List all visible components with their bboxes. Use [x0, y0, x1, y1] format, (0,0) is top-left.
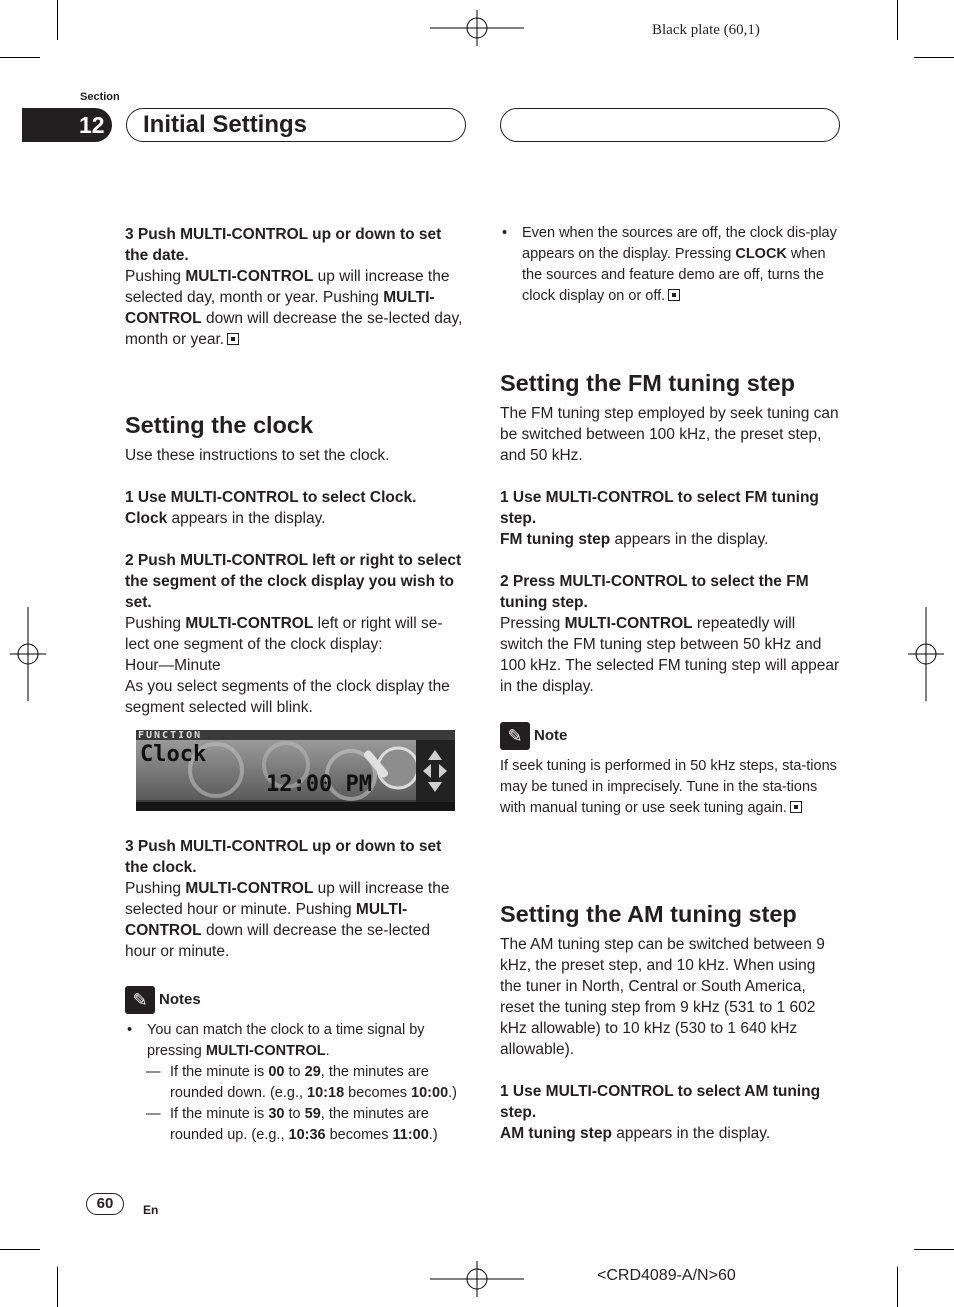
clock-step-2-title: 2 Push MULTI-CONTROL left or right to select the segment of the clock display you wish to set. [125, 552, 462, 611]
fm-heading: Setting the FM tuning step [500, 370, 796, 396]
fm-step-1-title: 1 Use MULTI-CONTROL to select FM tuning step. [500, 489, 819, 527]
am-step-1-body: AM tuning step appears in the display. [500, 1125, 771, 1142]
end-of-section-mark [227, 333, 239, 345]
clock-heading: Setting the clock [125, 412, 314, 438]
step-3-date-body: Pushing MULTI-CONTROL up will increase the selected day, month or year. Pushing MULTI-CONTROL down will decrease the se-lected day, month or year. [125, 268, 463, 348]
note-dash-1: — If the minute is 00 to 29, the minutes are rounded down. (e.g., 10:18 becomes 10:00.) [125, 1062, 465, 1104]
clock-step-2-segments: Hour—Minute [125, 657, 221, 674]
right-top-bullet [500, 223, 840, 307]
left-column [125, 224, 465, 350]
section-title-frame-right [500, 108, 840, 142]
notes-label: Notes [159, 990, 201, 1008]
am-step-1-title: 1 Use MULTI-CONTROL to select AM tuning step. [500, 1083, 821, 1121]
fm-step-1-body: FM tuning step appears in the display. [500, 531, 769, 548]
registration-mark-bottom [430, 1259, 524, 1299]
display-time: 12:00 PM [266, 772, 372, 797]
section-title: Initial Settings [126, 108, 466, 142]
language-label: En [143, 1203, 159, 1217]
note-dash-2: — If the minute is 30 to 59, the minutes are rounded up. (e.g., 10:36 becomes 11:00.) [125, 1104, 465, 1146]
clock-step-3-body: Pushing MULTI-CONTROL up will increase the selected hour or minute. Pushing MULTI-CONTROL down will decrease the se-lected hour or minute. [125, 880, 450, 960]
registration-mark-left [8, 607, 48, 701]
clock-step-2-body-2: As you select segments of the clock display the segment selected will blink. [125, 678, 450, 716]
registration-mark-top [430, 8, 524, 48]
display-function-label: FUNCTION [138, 730, 203, 741]
display-item-label: Clock [140, 742, 207, 767]
end-of-section-mark [790, 801, 802, 813]
am-section [500, 899, 840, 1144]
pencil-note-icon: ✎ [125, 986, 155, 1014]
step-3-date-title: 3 Push MULTI-CONTROL up or down to set the date. [125, 226, 442, 264]
section-number: 12 [22, 108, 112, 142]
note-bullet: • You can match the clock to a time signal by pressing MULTI-CONTROL. [125, 1020, 465, 1062]
clock-step-1-title: 1 Use MULTI-CONTROL to select Clock. [125, 489, 417, 506]
fm-section [500, 368, 840, 697]
plate-label: Black plate (60,1) [652, 22, 760, 38]
am-intro: The AM tuning step can be switched between 9 kHz, the preset step, and 10 kHz. When using the tuner in North, Central or South America, reset the tuning step from 9 kHz (531 to 1 602 kHz allowable) to 10 kHz (530 to 1 640 kHz allowable). [500, 936, 825, 1058]
fm-note-text: If seek tuning is performed in 50 kHz steps, sta-tions may be tuned in imprecisely. Tune in the sta-tions with manual tuning or use seek tuning again. [500, 758, 837, 816]
clock-step-3 [125, 836, 465, 962]
registration-mark-right [906, 607, 946, 701]
am-heading: Setting the AM tuning step [500, 901, 797, 927]
page-number: 60 [86, 1193, 124, 1215]
section-label: Section [80, 91, 120, 103]
clock-step-2-body: Pushing MULTI-CONTROL left or right will se-lect one segment of the clock display: [125, 615, 443, 653]
pencil-note-icon: ✎ [500, 722, 530, 750]
fm-intro: The FM tuning step employed by seek tuning can be switched between 100 kHz, the preset step, and 50 kHz. [500, 405, 839, 464]
clock-intro: Use these instructions to set the clock. [125, 447, 390, 464]
document-code: <CRD4089-A/N>60 [597, 1267, 736, 1284]
clock-step-1-body: Clock appears in the display. [125, 510, 326, 527]
note-label: Note [534, 726, 568, 744]
fm-note [500, 722, 840, 819]
clock-display-illustration [136, 730, 455, 811]
fm-step-2-body: Pressing MULTI-CONTROL repeatedly will switch the FM tuning step between 50 kHz and 100 kHz. The selected FM tuning step will appear in the display. [500, 615, 840, 695]
end-of-section-mark [668, 289, 680, 301]
clock-button-bullet: • Even when the sources are off, the clock dis-play appears on the display. Pressing CLOCK when the sources and feature demo are off, turns the clock display on or off. [500, 223, 840, 307]
clock-notes [125, 986, 465, 1146]
fm-step-2-title: 2 Press MULTI-CONTROL to select the FM tuning step. [500, 573, 809, 611]
clock-step-3-title: 3 Push MULTI-CONTROL up or down to set the clock. [125, 838, 442, 876]
clock-section [125, 410, 465, 718]
